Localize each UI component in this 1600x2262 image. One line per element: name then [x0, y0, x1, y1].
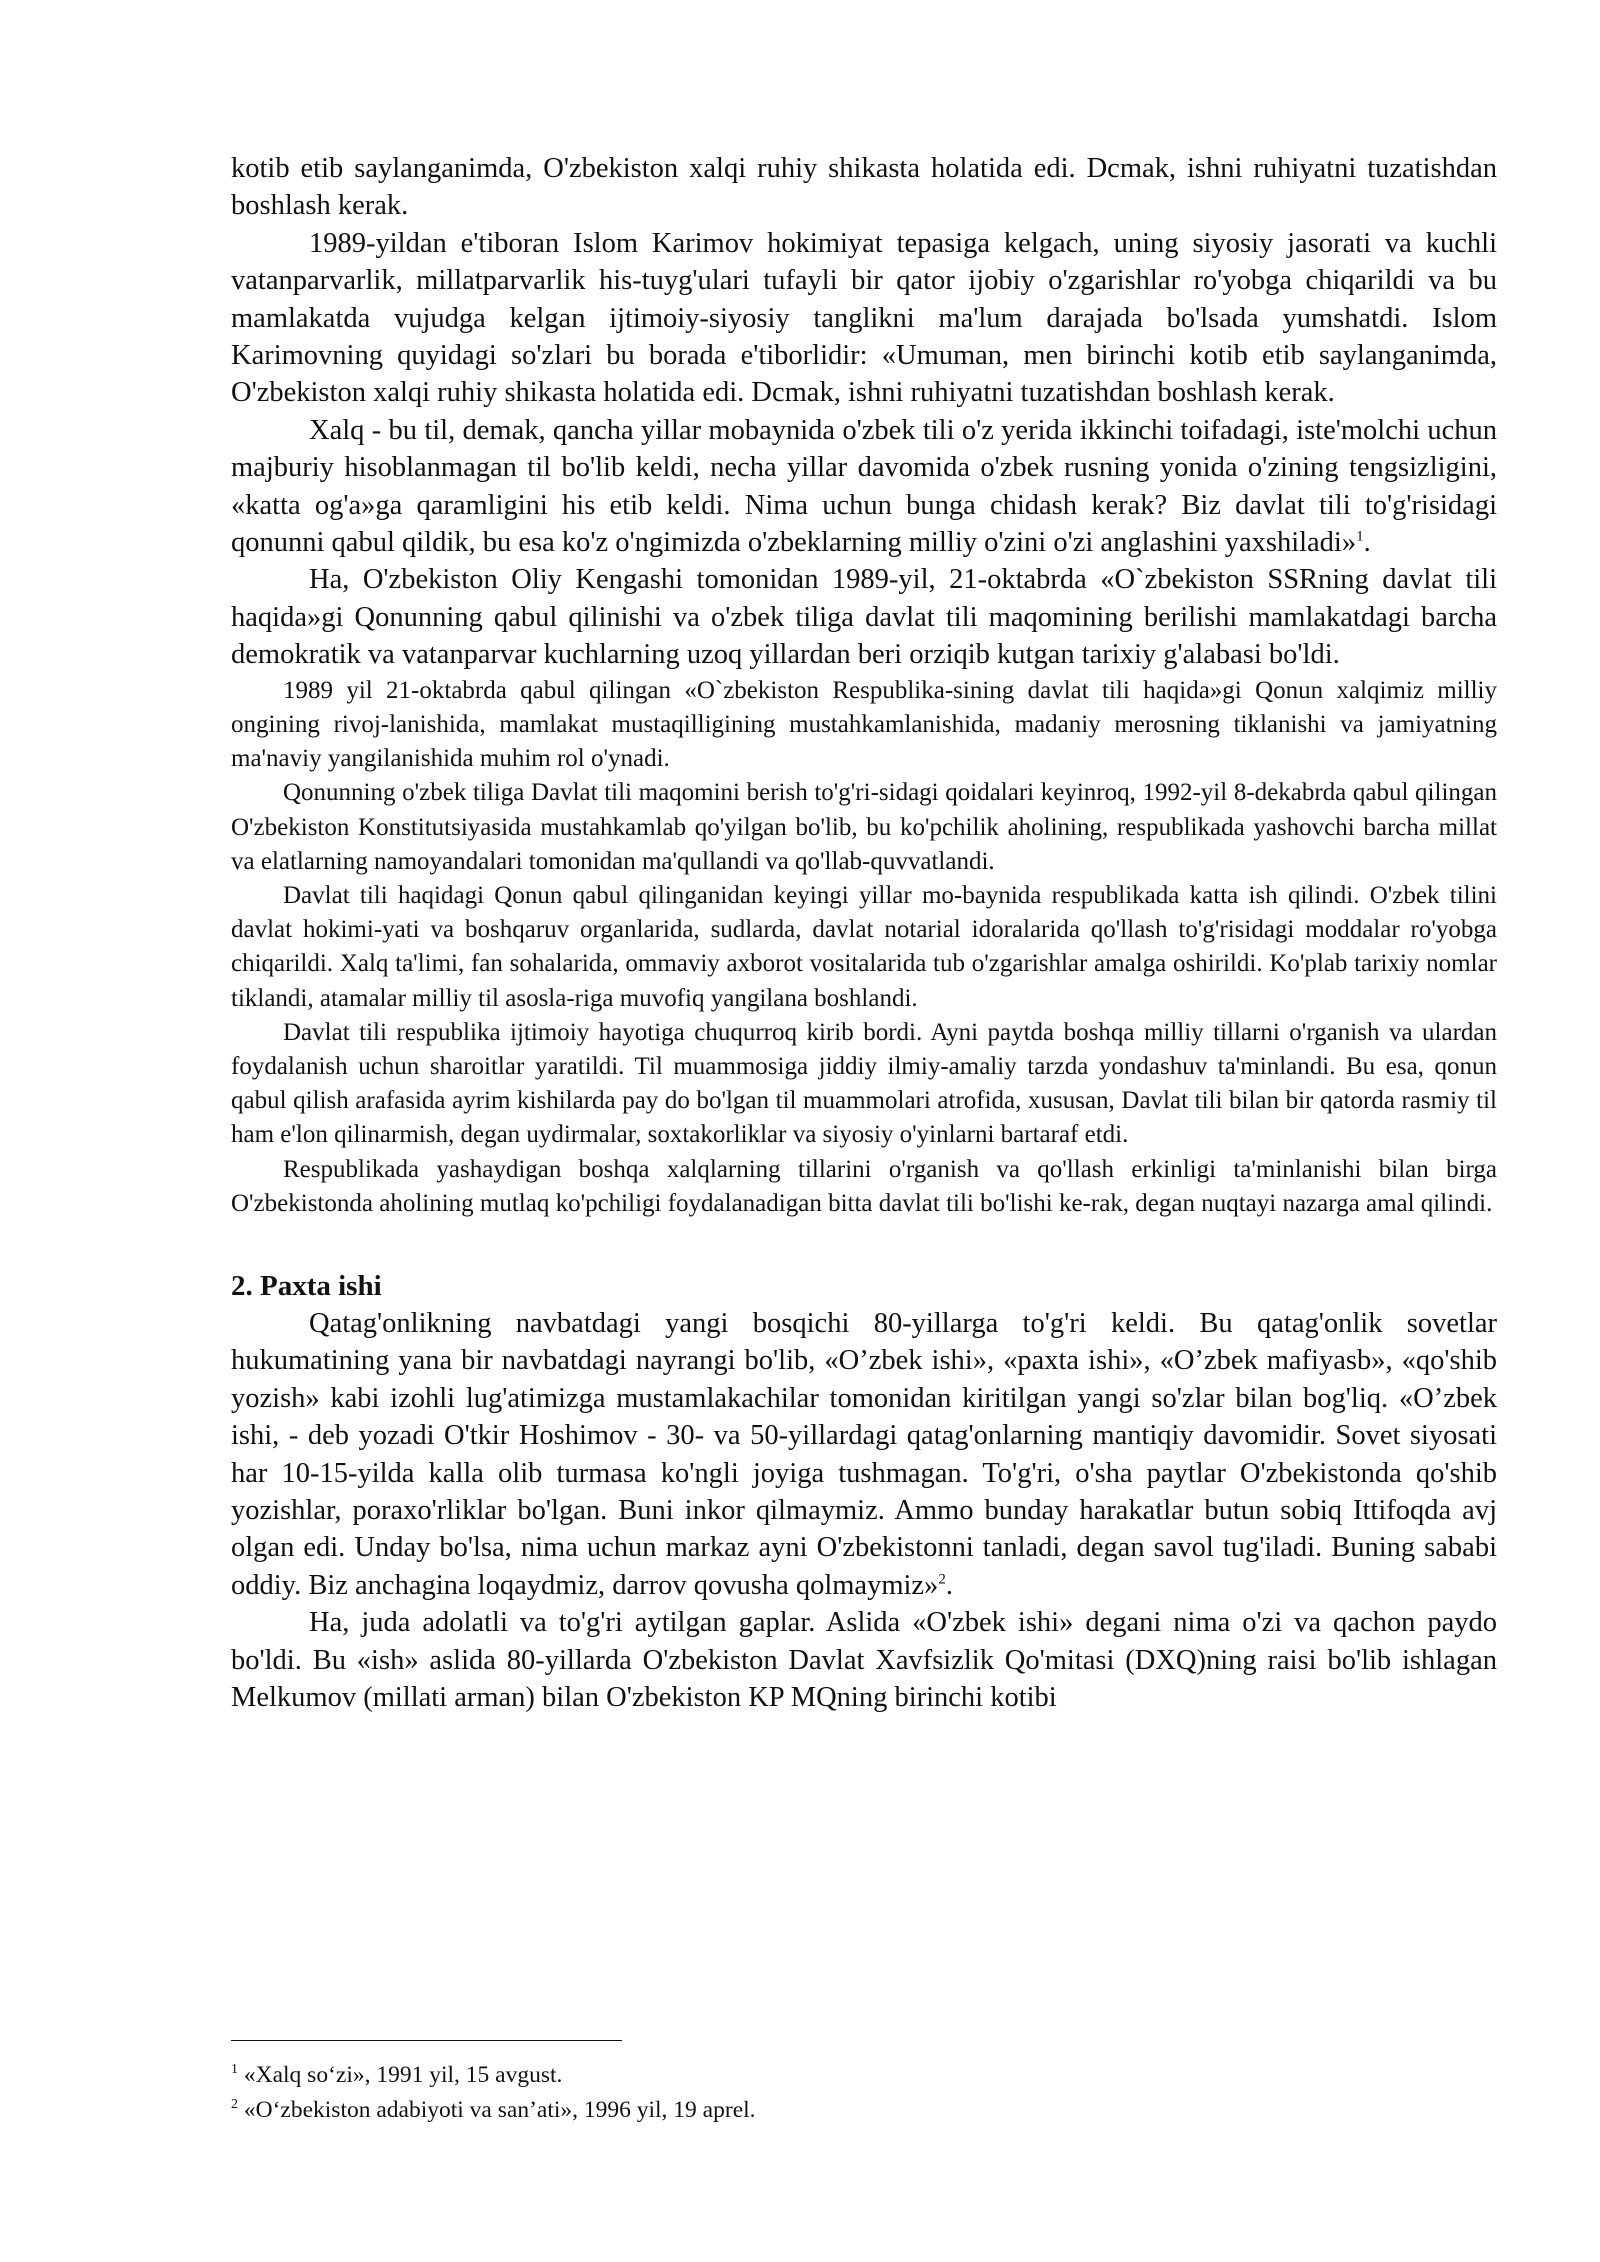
footnote-2 — [231, 2093, 756, 2128]
paragraph-oliy-kengash: Ha, O'zbekiston Oliy Kengashi tomonidan 1989-yil, 21-oktabrda «O`zbekiston SSRning davlat tili haqida»gi Qonunning qabul qilinishi va o'zbek tiliga davlat tili maqomining berilishi mamlakatdagi barcha demokratik va vatanparvar kuchlarning uzoq yillardan beri orziqib kutgan tarixiy g'alabasi bo'ldi. — [231, 564, 1497, 671]
paragraph-small-3: Davlat tili haqidagi Qonun qabul qilinganidan keyingi yillar mo-baynida respublikada katta ish qilindi. O'zbek tilini davlat hokimi-yati va boshqaruv organlarida, sudlarda, davlat notarial idoralarida qo'llash to'g'risidagi moddalar ro'yobga chiqarildi. Xalq ta'limi, fan sohalarida, ommaviy axborot vositalarida tub o'zgarishlar amalga oshirildi. Ko'plab tarixiy nomlar tiklandi, atamalar milliy til asosla-riga muvofiq yangilana boshlandi. — [231, 881, 1497, 1012]
footnote-ref-2[interactable]: 2 — [938, 1571, 946, 1588]
paragraph-end: . — [945, 1569, 953, 1601]
footnote-1 — [231, 2058, 756, 2093]
paragraph-xalq-til — [231, 412, 1497, 562]
footnote-ref-1[interactable]: 1 — [1356, 528, 1364, 545]
paragraph-small-4: Davlat tili respublika ijtimoiy hayotiga chuqurroq kirib bordi. Ayni paytda boshqa milliy tillarni o'rganish va ulardan foydalanish uchun sharoitlar yaratildi. Til muammosiga jiddiy ilmiy-amaliy tarzda yondashuv ta'minlandi. Bu esa, qonun qabul qilish arafasida ayrim kishilarda pay do bo'lgan til muammolari atrofida, xususan, Davlat tili bilan bir qatorda rasmiy til ham e'lon qilinarmish, degan uydirmalar, soxtakorliklar va siyosiy o'yinlarni bartaraf etdi. — [231, 1018, 1497, 1149]
document-body — [231, 150, 1497, 1716]
paragraph-qatagon — [231, 1305, 1497, 1604]
footnote-text: «O‘zbekiston adabiyoti va san’ati», 1996 yil, 19 aprel. — [243, 2097, 756, 2123]
paragraph-text: Qatag'onlikning navbatdagi yangi bosqichi 80-yillarga to'g'ri keldi. Bu qatag'onlik sovetlar hukumatining yana bir navbatdagi nayrangi bo'lib, «O’zbek ishi», «paxta ishi», «O’zbek mafiyasb», «qo'shib yozish» kabi izohli lug'atimizga mustamlakachilar tomonidan kiritilgan yangi so'zlar bilan bog'liq. «O’zbek ishi, - deb yozadi O'tkir Hoshimov - 30- va 50-yillardagi qatag'onlarning mantiqiy davomidir. Sovet siyosati har 10-15-yilda kalla olib turmasa ko'ngli joyiga tushmagan. To'g'ri, o'sha paytlar O'zbekistonda qo'shib yozishlar, poraxo'rliklar bo'lgan. Buni inkor qilmaymiz. Ammo bunday harakatlar butun sobiq Ittifoqda avj olgan edi. Unday bo'lsa, nima uchun markaz ayni O'zbekistonni tanladi, degan savol tug'iladi. Buning sababi oddiy. Biz anchagina loqaydmiz, darrov qovusha qolmaymiz» — [231, 1307, 1497, 1601]
footnote-number: 2 — [231, 2097, 238, 2113]
paragraph-small-5: Respublikada yashaydigan boshqa xalqlarning tillarini o'rganish va qo'llash erkinligi ta'minlanishi bilan birga O'zbekistonda aholining mutlaq ko'pchiligi foydalanadigan bitta davlat tili bo'lishi ke-rak, degan nuqtayi nazarga amal qilindi. — [231, 1155, 1497, 1217]
paragraph-continued: kotib etib saylanganimda, O'zbekiston xalqi ruhiy shikasta holatida edi. Dcmak, ishni ruhiyatni tuzatishdan boshlash kerak. — [231, 153, 1497, 222]
paragraph-ozbek-ishi: Ha, juda adolatli va to'g'ri aytilgan gaplar. Aslida «O'zbek ishi» degani nima o'zi va qachon paydo bo'ldi. Bu «ish» aslida 80-yillarda O'zbekiston Davlat Xavfsizlik Qo'mitasi (DXQ)ning raisi bo'lib ishlagan Melkumov (millati arman) bilan O'zbekiston KP MQning birinchi kotibi — [231, 1607, 1497, 1713]
paragraph-small-1: 1989 yil 21-oktabrda qabul qilingan «O`zbekiston Respublika-sining davlat tili haqida»gi Qonun xalqimiz milliy ongining rivoj-lanishida, mamlakat mustaqilligining mustahkamlanishida, madaniy merosning tiklanishi va jamiyatning ma'naviy yangilanishida muhim rol o'ynadi. — [231, 676, 1497, 773]
paragraph-karimov: 1989-yildan e'tiboran Islom Karimov hokimiyat tepasiga kelgach, uning siyosiy jasorati va kuchli vatanparvarlik, millatparvarlik his-tuyg'ulari tufayli bir qator ijobiy o'zgarishlar ro'yobga chiqarildi va bu mamlakatda vujudga kelgan ijtimoiy-siyosiy tanglikni ma'lum darajada bo'lsada yumshatdi. Islom Karimovning quyidagi so'zlari bu borada e'tiborlidir: «Umuman, men birinchi kotib etib saylanganimda, O'zbekiston xalqi ruhiy shikasta holatida edi. Dcmak, ishni ruhiyatni tuzatishdan boshlash kerak. — [231, 227, 1497, 409]
paragraph-text: Xalq - bu til, demak, qancha yillar mobaynida o'zbek tili o'z yerida ikkinchi toifadagi, iste'molchi uchun majburiy hisoblanmagan til bo'lib keldi, necha yillar davomida o'zbek rusning yonida o'zining tengsizligini, «katta og'a»ga qaramligini his etib keldi. Nima uchun bunga chidash kerak? Biz davlat tili to'g'risidagi qonunni qabul qildik, bu esa ko'z o'ngimizda o'zbeklarning milliy o'zini o'zi anglashini yaxshiladi» — [231, 414, 1497, 559]
footnotes — [231, 2058, 756, 2128]
paragraph-small-2: Qonunning o'zbek tiliga Davlat tili maqomini berish to'g'ri-sidagi qoidalari keyinroq, 1992-yil 8-dekabrda qabul qilingan O'zbekiston Konstitutsiyasida mustahkamlab qo'yilgan bo'lib, bu ko'pchilik aholining, respublikada yashovchi barcha millat va elatlarning namoyandalari tomonidan ma'qullandi va qo'llab-quvvatlandi. — [231, 779, 1497, 875]
section-heading: 2. Paxta ishi — [231, 1269, 382, 1302]
paragraph-end: . — [1363, 527, 1371, 559]
footnote-text: «Xalq so‘zi», 1991 yil, 15 avgust. — [243, 2062, 563, 2088]
footnote-number: 1 — [231, 2062, 238, 2078]
footnote-separator — [231, 2040, 622, 2041]
